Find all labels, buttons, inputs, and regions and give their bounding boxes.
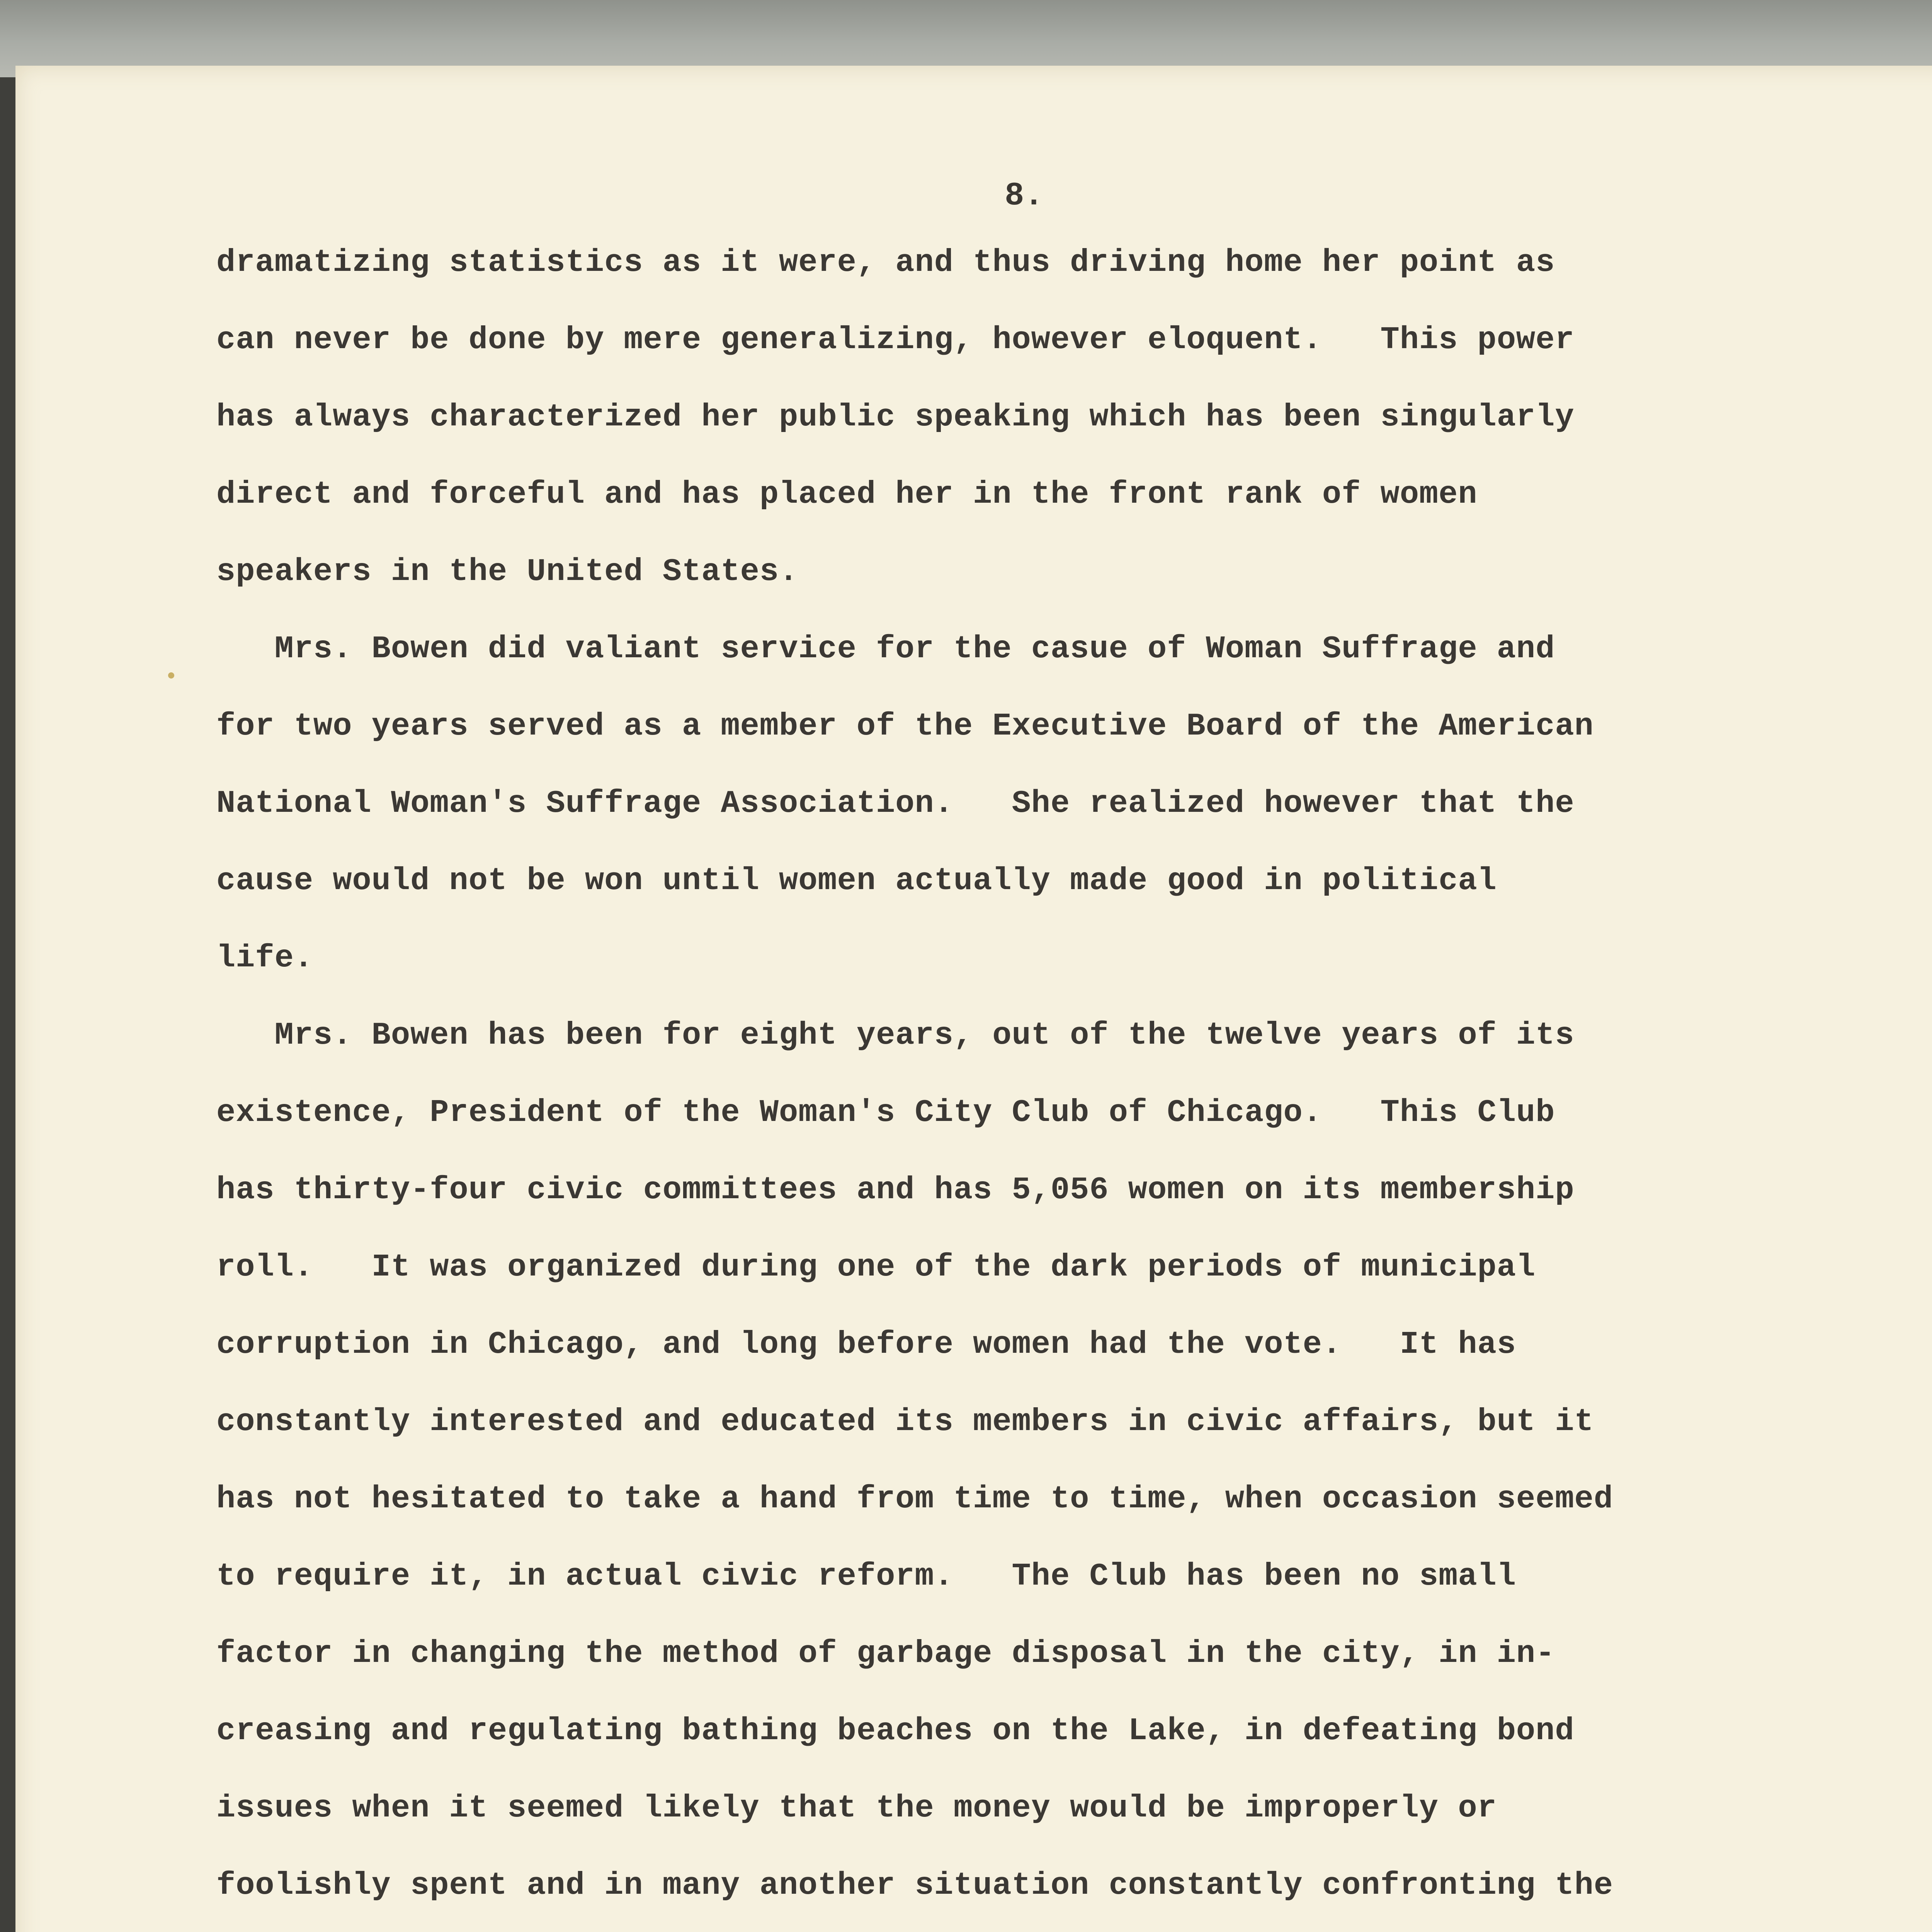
text-line: dramatizing statistics as it were, and thus driving home her point as <box>216 245 1555 281</box>
text-line: for two years served as a member of the Executive Board of the American <box>216 708 1594 744</box>
text-line: Mrs. Bowen has been for eight years, out of the twelve years of its <box>216 1017 1575 1053</box>
text-line: factor in changing the method of garbage disposal in the city, in in- <box>216 1636 1555 1672</box>
text-line: issues when it seemed likely that the money would be improperly or <box>216 1790 1497 1826</box>
text-line: National Woman's Suffrage Association. She realized however that the <box>216 786 1575 821</box>
text-line: roll. It was organized during one of the dark periods of municipal <box>216 1249 1536 1285</box>
paper-stain <box>168 672 174 679</box>
text-line: direct and forceful and has placed her in the front rank of women <box>216 476 1478 512</box>
typewritten-page <box>15 66 1932 1932</box>
text-line: cause would not be won until women actually made good in political <box>216 863 1497 899</box>
page-number: 8. <box>1005 178 1044 214</box>
text-line: foolishly spent and in many another situation constantly confronting the <box>216 1867 1613 1903</box>
text-line: Mrs. Bowen did valiant service for the casue of Woman Suffrage and <box>216 631 1555 667</box>
text-line: to require it, in actual civic reform. The Club has been no small <box>216 1558 1516 1594</box>
text-line: has not hesitated to take a hand from time to time, when occasion seemed <box>216 1481 1613 1517</box>
text-line: speakers in the United States. <box>216 554 799 590</box>
text-line: constantly interested and educated its members in civic affairs, but it <box>216 1404 1594 1440</box>
text-line: has always characterized her public speaking which has been singularly <box>216 399 1575 435</box>
text-line: life. <box>216 940 314 976</box>
text-line: has thirty-four civic committees and has 5,056 women on its membership <box>216 1172 1575 1208</box>
text-line: corruption in Chicago, and long before women had the vote. It has <box>216 1327 1516 1362</box>
text-line: creasing and regulating bathing beaches on the Lake, in defeating bond <box>216 1713 1575 1749</box>
text-line: can never be done by mere generalizing, however eloquent. This power <box>216 322 1575 358</box>
text-line: existence, President of the Woman's City Club of Chicago. This Club <box>216 1095 1555 1131</box>
